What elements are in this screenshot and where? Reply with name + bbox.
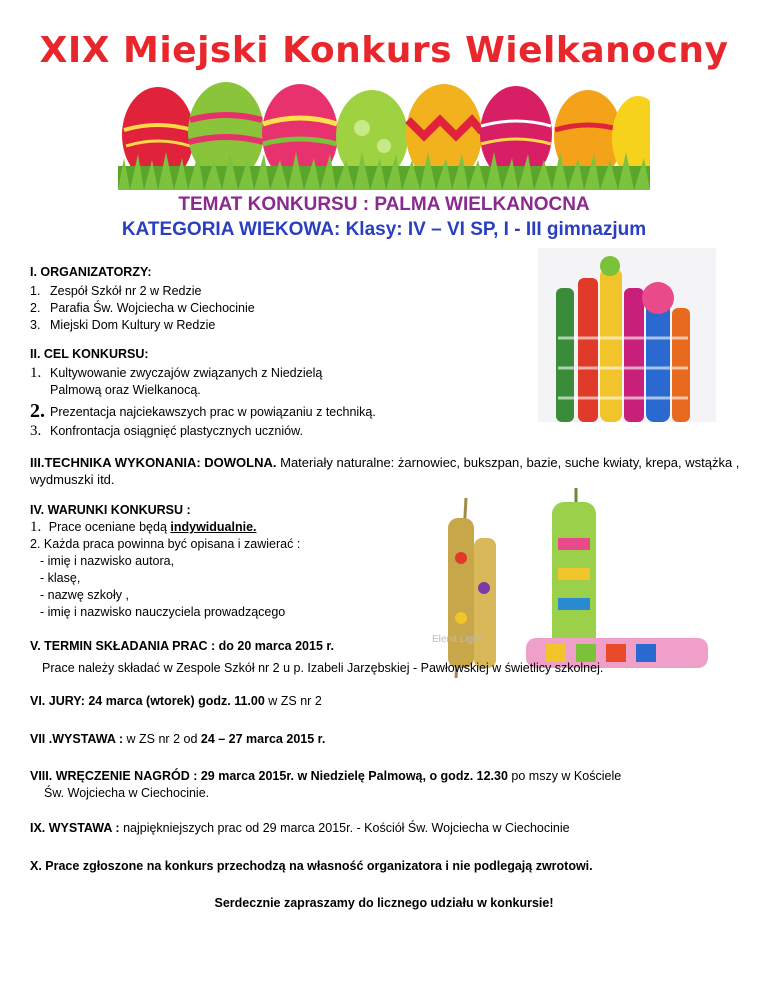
list-item: - imię i nazwisko nauczyciela prowadzącego xyxy=(40,605,286,619)
list-item: - klasę, xyxy=(40,571,81,585)
jury-section xyxy=(30,693,730,710)
conditions-line-1: 1. Prace oceniane będą indywidualnie. xyxy=(30,519,257,535)
invitation: Serdecznie zapraszamy do licznego udziału w konkursie! xyxy=(214,896,554,910)
jury-heading: VI. JURY: 24 marca (wtorek) godz. 11.00 xyxy=(30,694,265,708)
page-title: XIX Miejski Konkurs Wielkanocny xyxy=(39,30,729,71)
goal-heading: II. CEL KONKURSU: xyxy=(30,347,149,361)
organizers-list xyxy=(30,283,490,334)
exhibition-section: VII .WYSTAWA : w ZS nr 2 od 24 – 27 marca 2015 r. xyxy=(30,732,326,746)
list-item: 3. Konfrontacja osiągnięć plastycznych uczniów. xyxy=(30,423,303,439)
exhibition-heading: VII .WYSTAWA : xyxy=(30,732,124,746)
deadline-text: Prace należy składać w Zespole Szkół nr 2 u p. Izabeli Jarzębskiej - Pawłowskiej w świetlicy szkolnej. xyxy=(42,661,604,675)
contest-theme: TEMAT KONKURSU : PALMA WIELKANOCNA xyxy=(178,194,590,215)
list-item: - imię i nazwisko autora, xyxy=(40,554,175,568)
exhibition2-section: IX. WYSTAWA : najpiękniejszych prac od 29 marca 2015r. - Kościół Św. Wojciecha w Ciechocinie xyxy=(30,821,570,835)
deadline-heading: V. TERMIN SKŁADANIA PRAC : do 20 marca 2015 r. xyxy=(30,639,335,653)
deadline-section xyxy=(30,638,730,677)
organizers-heading: I. ORGANIZATORZY: xyxy=(30,265,152,279)
conditions-line-2: 2. Każda praca powinna być opisana i zawierać : xyxy=(30,537,301,551)
ownership-text: X. Prace zgłoszone na konkurs przechodzą na własność organizatora i nie podlegają zwrotowi. xyxy=(30,859,593,873)
conditions-section xyxy=(30,502,450,621)
easter-eggs-banner xyxy=(118,80,650,190)
awards-section: VIII. WRĘCZENIE NAGRÓD : 29 marca 2015r. w Niedzielę Palmową, o godz. 12.30 po mszy w Kościele Św. Wojciecha w Ciechocinie. xyxy=(30,768,742,802)
list-item: 2. Parafia Św. Wojciecha w Ciechocinie xyxy=(30,301,255,315)
awards-place: Św. Wojciecha w Ciechocinie. xyxy=(44,786,210,800)
list-item: 1. Zespół Szkół nr 2 w Redzie xyxy=(30,284,202,298)
list-item: 1. Kultywowanie zwyczajów związanych z Niedzielą Palmową oraz Wielkanocą. xyxy=(30,365,323,397)
technique-text: Materiały naturalne: żarnowiec, bukszpan, bazie, suche kwiaty, krepa, wstążka , wydmuszki itd. xyxy=(30,455,740,487)
goal-section xyxy=(30,346,440,440)
jury-place: w ZS nr 2 xyxy=(264,694,322,708)
watermark: Elenit Light xyxy=(432,634,482,645)
exhibition2-heading: IX. WYSTAWA : xyxy=(30,821,120,835)
goal-list xyxy=(30,365,440,440)
conditions-heading: IV. WARUNKI KONKURSU : xyxy=(30,503,191,517)
list-item: 3. Miejski Dom Kultury w Redzie xyxy=(30,318,216,332)
age-category: KATEGORIA WIEKOWA: Klasy: IV – VI SP, I - III gimnazjum xyxy=(121,219,647,240)
ownership-section xyxy=(30,858,742,875)
awards-heading: VIII. WRĘCZENIE NAGRÓD : 29 marca 2015r. w Niedzielę Palmową, o godz. 12.30 xyxy=(30,769,508,783)
organizers-section xyxy=(30,264,490,334)
technique-heading: III.TECHNIKA WYKONANIA: DOWOLNA. xyxy=(30,455,277,470)
palm-photo-1 xyxy=(538,248,716,422)
list-item: - nazwę szkoły , xyxy=(40,588,129,602)
exhibition-dates: 24 – 27 marca 2015 r. xyxy=(200,732,326,746)
list-item: 2. Prezentacja najciekawszych prac w powiązaniu z techniką. xyxy=(30,400,376,422)
easter-eggs-illustration xyxy=(118,80,650,190)
easter-palm-illustration xyxy=(538,248,716,422)
